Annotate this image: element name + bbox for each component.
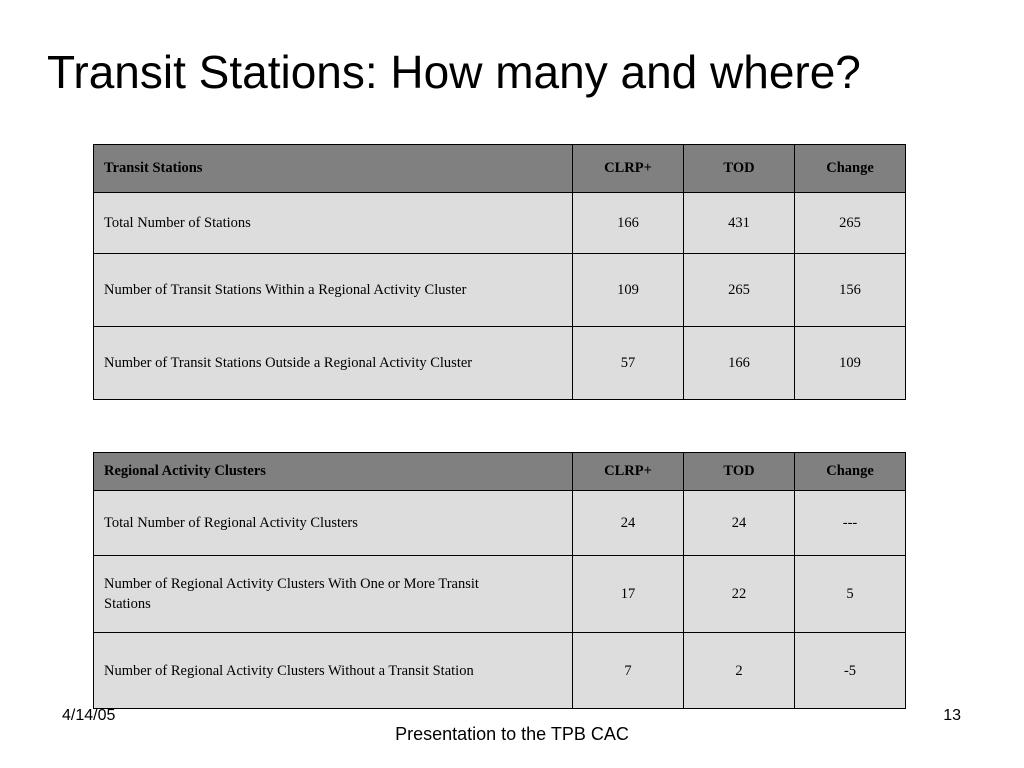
footer-date: 4/14/05 — [62, 707, 116, 724]
column-header-label: Transit Stations — [94, 145, 573, 193]
row-label: Number of Transit Stations Within a Regional Activity Cluster — [94, 254, 573, 327]
change-value: -5 — [795, 633, 906, 709]
column-header-clrp: CLRP+ — [573, 145, 684, 193]
regional-activity-clusters-table — [93, 452, 906, 709]
table-row — [94, 327, 906, 400]
table-header-row — [94, 145, 906, 193]
column-header-label: Regional Activity Clusters — [94, 453, 573, 491]
clrp-value: 57 — [573, 327, 684, 400]
clrp-value: 109 — [573, 254, 684, 327]
table-row — [94, 556, 906, 633]
column-header-tod: TOD — [684, 453, 795, 491]
clrp-value: 17 — [573, 556, 684, 633]
tod-value: 265 — [684, 254, 795, 327]
tod-value: 431 — [684, 193, 795, 254]
row-label: Number of Transit Stations Outside a Regional Activity Cluster — [94, 327, 573, 400]
tod-value: 2 — [684, 633, 795, 709]
column-header-change: Change — [795, 145, 906, 193]
change-value: 109 — [795, 327, 906, 400]
tod-value: 24 — [684, 491, 795, 556]
tod-value: 22 — [684, 556, 795, 633]
slide-title: Transit Stations: How many and where? — [47, 46, 861, 98]
table-header-row — [94, 453, 906, 491]
change-value: 5 — [795, 556, 906, 633]
column-header-tod: TOD — [684, 145, 795, 193]
tod-value: 166 — [684, 327, 795, 400]
column-header-clrp: CLRP+ — [573, 453, 684, 491]
row-label: Total Number of Stations — [94, 193, 573, 254]
column-header-change: Change — [795, 453, 906, 491]
footer-presentation-title: Presentation to the TPB CAC — [395, 724, 629, 744]
clrp-value: 166 — [573, 193, 684, 254]
table-row — [94, 193, 906, 254]
change-value: 265 — [795, 193, 906, 254]
row-label: Number of Regional Activity Clusters With One or More Transit Stations — [94, 556, 573, 633]
row-label: Total Number of Regional Activity Clusters — [94, 491, 573, 556]
clrp-value: 7 — [573, 633, 684, 709]
change-value: --- — [795, 491, 906, 556]
table-row — [94, 633, 906, 709]
change-value: 156 — [795, 254, 906, 327]
table-row — [94, 491, 906, 556]
clrp-value: 24 — [573, 491, 684, 556]
table-row — [94, 254, 906, 327]
slide-number: 13 — [943, 707, 961, 724]
transit-stations-table — [93, 144, 906, 400]
row-label: Number of Regional Activity Clusters Without a Transit Station — [94, 633, 573, 709]
